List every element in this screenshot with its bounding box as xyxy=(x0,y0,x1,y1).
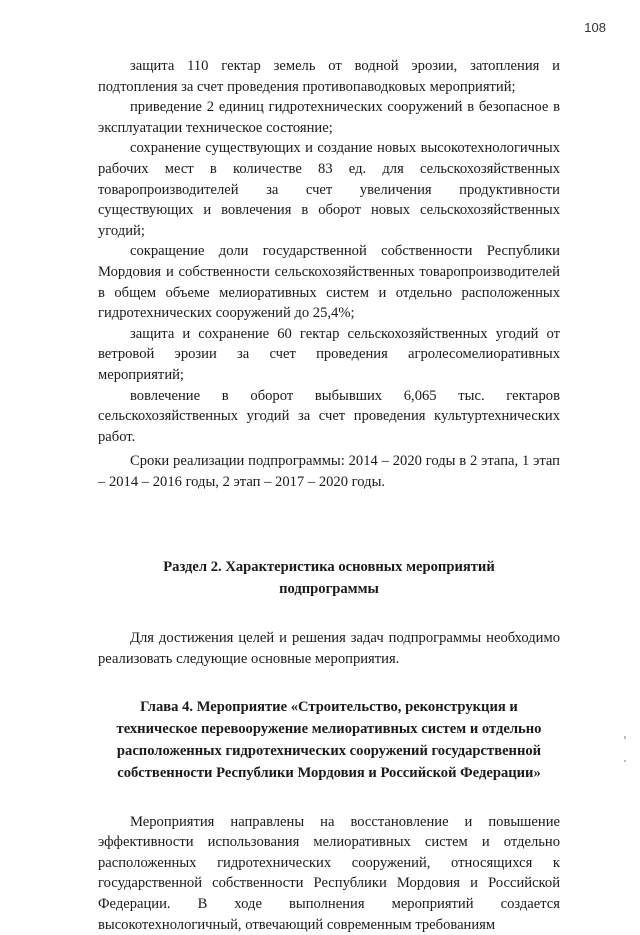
scan-artifact xyxy=(624,736,626,739)
section-heading-line: Раздел 2. Характеристика основных мероприятий xyxy=(163,559,495,576)
section-heading-line: подпрограммы xyxy=(279,581,379,598)
section-intro: Для достижения целей и решения задач подпрограммы необходимо реализовать следующие основные мероприятия. xyxy=(98,630,560,668)
page-number: 108 xyxy=(584,20,606,35)
list-item-ownership-share: сокращение доли государственной собственности Республики Мордовия и собственности сельскохозяйственных товаропроизводителей в общем объеме мелиоративных систем и отдельно расположенных гидротехнических сооружений до 25,4%; xyxy=(98,243,560,322)
list-item-hydro-structures: приведение 2 единиц гидротехнических сооружений в безопасное в эксплуатации техническое состояние; xyxy=(98,99,560,136)
scan-artifact xyxy=(624,760,626,762)
list-item-erosion-protection: защита 110 гектар земель от водной эрозии, затопления и подтопления за счет проведения противопаводковых мероприятий; xyxy=(98,58,560,95)
list-item-jobs: сохранение существующих и создание новых высокотехнологичных рабочих мест в количестве 83 ед. для сельскохозяйственных товаропроизводителей за счет увеличения продуктивности существующих и вовлечения в оборот новых сельскохозяйственных угодий; xyxy=(98,140,560,239)
section-heading xyxy=(98,556,560,600)
chapter-body: Мероприятия направлены на восстановление и повышение эффективности использования мелиоративных систем и отдельно расположенных гидротехнических сооружений, относящихся к государственной собственности Республики Мордовия и Российской Федерации. В ходе выполнения мероприятий создается высокотехнологичный, отвечающий современным требованиям xyxy=(98,813,560,933)
list-item-wind-erosion: защита и сохранение 60 гектар сельскохозяйственных угодий от ветровой эрозии за счет проведения агролесомелиоративных мероприятий; xyxy=(98,325,560,383)
chapter-heading-line: техническое перевооружение мелиоративных систем и отдельно xyxy=(116,720,542,737)
terms-paragraph: Сроки реализации подпрограммы: 2014 – 2020 годы в 2 этапа, 1 этап – 2014 – 2016 годы, 2 этап – 2017 – 2020 годы. xyxy=(98,453,560,490)
document-body xyxy=(98,56,560,935)
chapter-heading xyxy=(98,696,560,784)
list-item-land-involvement: вовлечение в оборот выбывших 6,065 тыс. гектаров сельскохозяйственных угодий за счет проведения культуртехнических работ. xyxy=(98,387,560,445)
chapter-heading-line: расположенных гидротехнических сооружений государственной xyxy=(116,742,542,759)
chapter-heading-line: Глава 4. Мероприятие «Строительство, реконструкция и xyxy=(140,698,518,715)
chapter-heading-line: собственности Республики Мордовия и Российской Федерации» xyxy=(117,764,541,781)
